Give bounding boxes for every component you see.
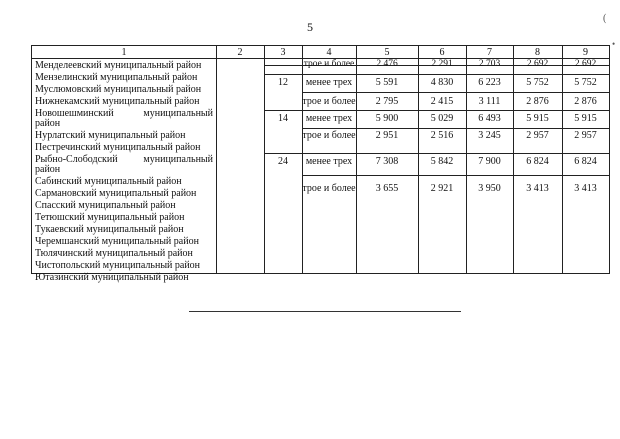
group-number: 24: [278, 156, 288, 167]
value-cell: 3 413: [526, 183, 549, 194]
district-name: Пестречинский муниципальный район: [35, 142, 201, 153]
value-cell: 2 476: [376, 59, 398, 69]
value-cell: 2 795: [375, 96, 399, 107]
header-cell: 7: [487, 47, 492, 58]
value-cell: 3 111: [478, 96, 501, 107]
district-name: Тюлячинский муниципальный район: [35, 248, 193, 259]
header-cell: 4: [326, 47, 332, 58]
row-divider: [302, 92, 609, 93]
value-cell: 2 921: [430, 183, 454, 194]
group-divider: [264, 110, 609, 111]
value-cell: 7 900: [478, 156, 501, 167]
value-cell: 5 915: [526, 113, 549, 124]
row-divider: [264, 74, 609, 75]
district-name: Новошешминский муниципальный: [35, 108, 213, 119]
page-number: 5: [307, 20, 313, 34]
value-cell: 2 291: [431, 59, 453, 69]
group-divider: [264, 153, 609, 154]
family-category: менее трех: [305, 113, 353, 124]
value-cell: 5 591: [375, 77, 399, 88]
dot-mark: •: [612, 39, 616, 49]
value-cell: 2 692: [526, 59, 549, 69]
value-cell: 2 516: [430, 130, 454, 141]
district-name: Нижнекамский муниципальный район: [35, 96, 200, 107]
value-cell: 2 703: [478, 59, 501, 69]
value-cell: 5 752: [526, 77, 549, 88]
family-category: менее трех: [305, 156, 353, 167]
district-name: Муслюмовский муниципальный район: [35, 84, 202, 95]
district-name: Мензелинский муниципальный район: [35, 72, 198, 83]
value-cell: 5 915: [574, 113, 597, 124]
family-category: трое и более: [303, 59, 355, 69]
district-name: Спасский муниципальный район: [35, 200, 176, 211]
district-name: Нурлатский муниципальный район: [35, 130, 186, 141]
value-cell: 2 876: [574, 96, 597, 107]
district-name: Черемшанский муниципальный район: [35, 236, 199, 247]
value-cell: 2 957: [574, 130, 597, 141]
district-name: Чистопольский муниципальный район: [35, 260, 201, 271]
value-cell: 2 951: [375, 130, 399, 141]
header-cell: 3: [280, 47, 286, 58]
value-cell: 5 029: [430, 113, 454, 124]
header-cell: 1: [121, 47, 127, 58]
header-cell: 8: [535, 47, 540, 58]
value-cell: 2 957: [526, 130, 549, 141]
family-category: менее трех: [305, 77, 353, 88]
value-cell: 3 413: [574, 183, 597, 194]
value-cell: 7 308: [375, 156, 399, 167]
header-cell: 5: [384, 47, 390, 58]
value-cell: 3 245: [478, 130, 501, 141]
row-divider: [302, 175, 609, 176]
value-cell: 4 830: [430, 77, 454, 88]
district-name: Тукаевский муниципальный район: [35, 224, 184, 235]
value-cell: 3 655: [375, 183, 399, 194]
district-name: Менделеевский муниципальный район: [35, 60, 202, 71]
value-cell: 5 752: [574, 77, 597, 88]
header-cell: 9: [583, 47, 588, 58]
district-name-cont: район: [35, 164, 61, 175]
district-name: Тетюшский муниципальный район: [35, 212, 185, 223]
district-name: Ютазинский муниципальный район: [35, 272, 189, 283]
family-category: трое и более: [302, 96, 356, 107]
value-cell: 6 824: [526, 156, 549, 167]
family-category: трое и более: [302, 183, 356, 194]
bottom-rule: [189, 311, 461, 312]
district-name: Сармановский муниципальный район: [35, 188, 197, 199]
group-number: 14: [278, 113, 288, 124]
family-category: трое и более: [302, 130, 356, 141]
value-cell: 3 950: [478, 183, 501, 194]
value-cell: 6 493: [478, 113, 501, 124]
district-name-cont: район: [35, 118, 61, 129]
header-cell: 6: [439, 47, 445, 58]
tariff-table: [31, 45, 610, 283]
group-number: 12: [278, 77, 288, 88]
col-divider: [216, 46, 217, 273]
value-cell: 6 223: [478, 77, 501, 88]
value-cell: 5 900: [375, 113, 399, 124]
value-cell: 2 692: [574, 59, 597, 69]
value-cell: 5 842: [430, 156, 454, 167]
corner-mark: (: [603, 13, 607, 24]
district-name: Рыбно-Слободский муниципальный: [35, 154, 213, 165]
value-cell: 6 824: [574, 156, 597, 167]
row-divider: [302, 128, 609, 129]
district-name: Сабинский муниципальный район: [35, 176, 182, 187]
value-cell: 2 876: [526, 96, 549, 107]
value-cell: 2 415: [430, 96, 454, 107]
header-cell: 2: [237, 47, 243, 58]
